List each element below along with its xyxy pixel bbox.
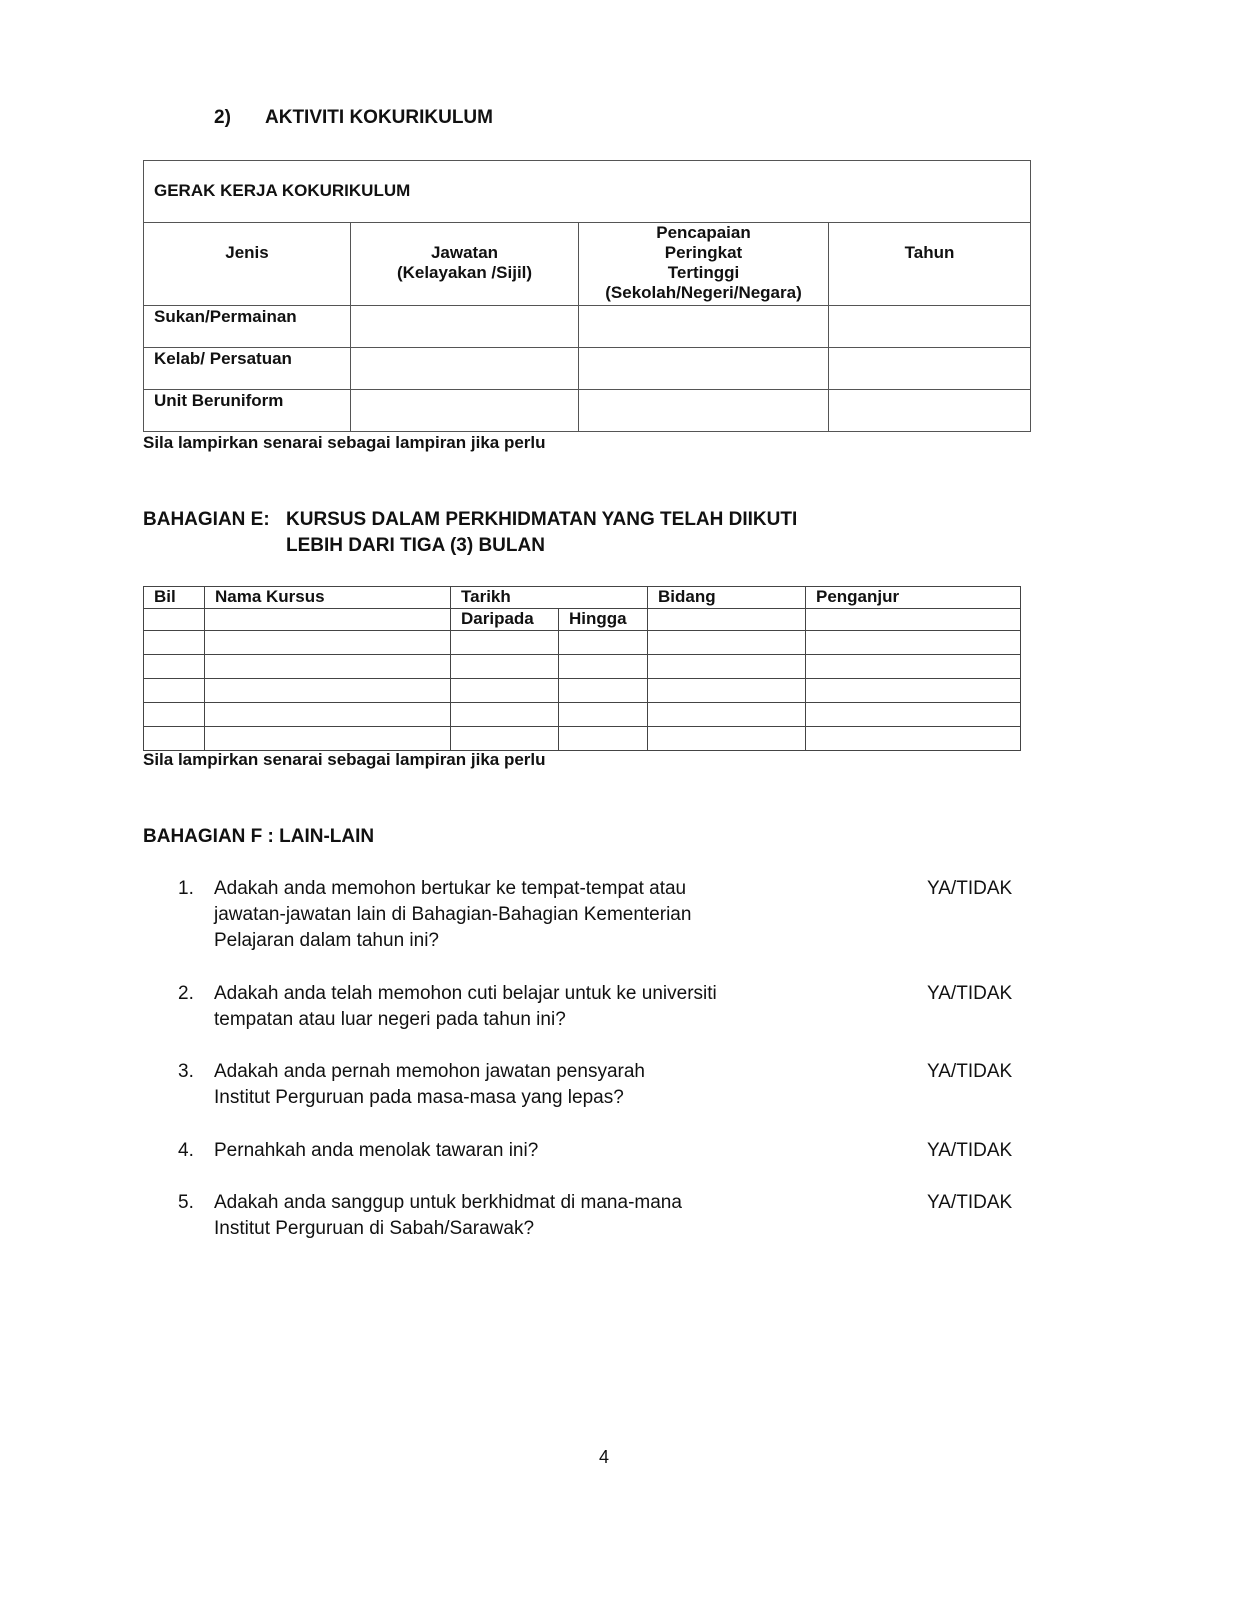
cell[interactable] — [205, 703, 451, 727]
page-number: 4 — [599, 1447, 610, 1467]
row-label: Sukan/Permainan — [144, 306, 351, 348]
cell[interactable] — [648, 679, 806, 703]
cell[interactable] — [806, 655, 1021, 679]
cell[interactable] — [806, 631, 1021, 655]
cell — [205, 609, 451, 631]
cell[interactable] — [144, 679, 205, 703]
cell[interactable] — [648, 655, 806, 679]
table-row — [144, 631, 1021, 655]
answer-3[interactable]: YA/TIDAK — [927, 1061, 1013, 1082]
cell[interactable] — [205, 727, 451, 751]
header-penganjur: Penganjur — [806, 587, 1021, 609]
cell[interactable] — [559, 703, 648, 727]
header-pencapaian: Pencapaian Peringkat Tertinggi (Sekolah/Negeri/Negara) — [579, 223, 829, 306]
question-number: 4. — [178, 1140, 194, 1161]
header-tarikh: Tarikh — [451, 587, 648, 609]
question-number: 2. — [178, 983, 194, 1004]
cell[interactable] — [559, 727, 648, 751]
cell[interactable] — [829, 306, 1031, 348]
section-number: 2) — [214, 107, 231, 128]
cell[interactable] — [351, 306, 579, 348]
cell[interactable] — [351, 348, 579, 390]
table-title: GERAK KERJA KOKURIKULUM — [144, 161, 1031, 223]
cell[interactable] — [451, 727, 559, 751]
section-f-title: BAHAGIAN F : LAIN-LAIN — [143, 826, 375, 847]
header-hingga: Hingga — [559, 609, 648, 631]
header-jawatan: Jawatan (Kelayakan /Sijil) — [351, 223, 579, 306]
header-daripada: Daripada — [451, 609, 559, 631]
question-number: 3. — [178, 1061, 194, 1082]
cell[interactable] — [451, 655, 559, 679]
cell — [806, 609, 1021, 631]
answer-1[interactable]: YA/TIDAK — [927, 878, 1013, 899]
table-row — [144, 703, 1021, 727]
answer-4[interactable]: YA/TIDAK — [927, 1140, 1013, 1161]
cell[interactable] — [648, 631, 806, 655]
table-row — [144, 390, 1031, 432]
row-label: Unit Beruniform — [144, 390, 351, 432]
section-e-title: KURSUS DALAM PERKHIDMATAN YANG TELAH DIIKUTI — [286, 509, 798, 530]
cell[interactable] — [205, 631, 451, 655]
answer-2[interactable]: YA/TIDAK — [927, 983, 1013, 1004]
cell[interactable] — [829, 390, 1031, 432]
section-e-subtitle: LEBIH DARI TIGA (3) BULAN — [286, 535, 545, 556]
section-e-label: BAHAGIAN E: — [143, 509, 270, 530]
attachment-note: Sila lampirkan senarai sebagai lampiran jika perlu — [143, 433, 546, 452]
cell[interactable] — [144, 655, 205, 679]
cell[interactable] — [579, 348, 829, 390]
cell[interactable] — [829, 348, 1031, 390]
header-bidang: Bidang — [648, 587, 806, 609]
cell[interactable] — [144, 727, 205, 751]
cell[interactable] — [351, 390, 579, 432]
cell[interactable] — [205, 679, 451, 703]
cell[interactable] — [559, 655, 648, 679]
table-row — [144, 348, 1031, 390]
cell — [144, 609, 205, 631]
header-jenis: Jenis — [144, 223, 351, 306]
table-row — [144, 655, 1021, 679]
cell[interactable] — [205, 655, 451, 679]
row-label: Kelab/ Persatuan — [144, 348, 351, 390]
cell[interactable] — [579, 306, 829, 348]
cell[interactable] — [806, 727, 1021, 751]
cell[interactable] — [806, 703, 1021, 727]
cell[interactable] — [648, 703, 806, 727]
answer-5[interactable]: YA/TIDAK — [927, 1192, 1013, 1213]
cell[interactable] — [559, 679, 648, 703]
document-page: 2) AKTIVITI KOKURIKULUM GERAK KERJA KOKURIKULUM Jenis Jawatan (Kelayakan /Sijil) Pencapaian Peringkat Tertinggi (Sekolah/Negeri/Negara) Tahun Sukan/Permainan Kelab/ Persatuan Unit Beruniform Sila lampirkan senarai sebagai lampiran jika perlu BAHAGIAN E: KURSUS DALAM PERKHIDMATAN YANG TELAH DIIKUTI LEBIH DARI TIGA (3) BULAN Bil Nama Kursus Tarikh Bidang Penganjur Daripada Hingga Sila lampirkan senarai sebagai lampiran jika perlu BAHAGIAN F : LAIN-LAIN 1. Adakah anda memohon bertukar ke tempat-tempat atau jawatan-jawatan lain di Bahagian-Bahagian Kementerian Pelajaran dalam tahun ini? YA/TIDAK 2. Adakah anda telah memohon cuti belajar untuk ke universiti tempatan atau luar negeri pada tahun ini? YA/TIDAK 3. Adakah anda pernah memohon jawatan pensyarah Institut Perguruan pada masa-masa yang lepas? YA/TIDAK 4. Pernahkah anda menolak tawaran ini? YA/TIDAK 5. Adakah anda sanggup untuk berkhidmat di mana-mana Institut Perguruan di Sabah/Sarawak? YA/TIDAK 4 — [0, 0, 1237, 1600]
table-row — [144, 727, 1021, 751]
cell — [648, 609, 806, 631]
header-bil: Bil — [144, 587, 205, 609]
header-nama-kursus: Nama Kursus — [205, 587, 451, 609]
cell[interactable] — [451, 631, 559, 655]
cell[interactable] — [451, 679, 559, 703]
courses-table — [143, 586, 1021, 751]
cell[interactable] — [806, 679, 1021, 703]
question-number: 1. — [178, 878, 194, 899]
cocurricular-table — [143, 160, 1031, 432]
question-number: 5. — [178, 1192, 194, 1213]
attachment-note: Sila lampirkan senarai sebagai lampiran jika perlu — [143, 750, 546, 769]
cell[interactable] — [144, 631, 205, 655]
cell[interactable] — [451, 703, 559, 727]
header-tahun: Tahun — [829, 223, 1031, 306]
table-row — [144, 679, 1021, 703]
cell[interactable] — [648, 727, 806, 751]
cell[interactable] — [579, 390, 829, 432]
table-row — [144, 306, 1031, 348]
cell[interactable] — [559, 631, 648, 655]
section-title: AKTIVITI KOKURIKULUM — [265, 107, 493, 128]
cell[interactable] — [144, 703, 205, 727]
